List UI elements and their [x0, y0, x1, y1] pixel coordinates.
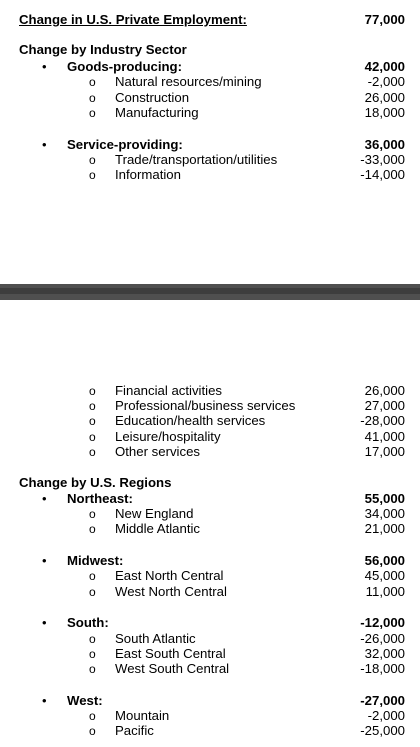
sub-bullet-icon: o	[89, 414, 96, 428]
south-label: South:	[67, 615, 109, 630]
regions-heading-row	[0, 475, 420, 491]
services-item-label: Other services	[115, 444, 201, 459]
services-item-row	[0, 167, 420, 183]
goods-item-row	[0, 74, 420, 90]
goods-item-row	[0, 105, 420, 121]
sub-bullet-icon: o	[89, 647, 96, 661]
services-item-label: Leisure/hospitality	[115, 429, 221, 444]
sub-bullet-icon: o	[89, 724, 96, 738]
sub-bullet-icon: o	[89, 709, 96, 723]
goods-value: 42,000	[364, 59, 405, 74]
goods-item-label: Construction	[115, 90, 190, 105]
total-value: 77,000	[364, 12, 405, 27]
goods-item-row	[0, 90, 420, 106]
south-item-label: South Atlantic	[115, 631, 196, 646]
south-row	[0, 615, 420, 631]
goods-item-label: Manufacturing	[115, 105, 199, 120]
sub-bullet-icon: o	[89, 632, 96, 646]
sub-bullet-icon: o	[89, 569, 96, 583]
goods-item-value: 26,000	[364, 90, 405, 105]
page-break-shadow	[0, 288, 420, 294]
sub-bullet-icon: o	[89, 106, 96, 120]
sub-bullet-icon: o	[89, 75, 96, 89]
sub-bullet-icon: o	[89, 585, 96, 599]
services-item-row	[0, 383, 420, 399]
northeast-item-row	[0, 506, 420, 522]
services-label: Service-providing:	[67, 137, 183, 152]
services-item-label: Trade/transportation/utilities	[115, 152, 278, 167]
northeast-item-label: Middle Atlantic	[115, 521, 201, 536]
services-item-label: Education/health services	[115, 413, 266, 428]
south-item-value: -26,000	[360, 631, 405, 646]
west-label: West:	[67, 693, 103, 708]
sub-bullet-icon: o	[89, 153, 96, 167]
midwest-label: Midwest:	[67, 553, 124, 568]
sub-bullet-icon: o	[89, 430, 96, 444]
south-item-value: 32,000	[364, 646, 405, 661]
sub-bullet-icon: o	[89, 399, 96, 413]
sub-bullet-icon: o	[89, 507, 96, 521]
bullet-icon: •	[42, 137, 47, 152]
south-item-row	[0, 646, 420, 662]
northeast-item-row	[0, 521, 420, 537]
midwest-item-value: 11,000	[365, 584, 405, 599]
goods-label: Goods-producing:	[67, 59, 183, 74]
northeast-label: Northeast:	[67, 491, 133, 506]
bullet-icon: •	[42, 693, 47, 708]
services-item-value: -14,000	[360, 167, 405, 182]
midwest-item-label: East North Central	[115, 568, 224, 583]
services-item-row	[0, 413, 420, 429]
bullet-icon: •	[42, 553, 47, 568]
goods-item-label: Natural resources/mining	[115, 74, 262, 89]
services-item-row	[0, 429, 420, 445]
midwest-item-row	[0, 568, 420, 584]
sub-bullet-icon: o	[89, 522, 96, 536]
west-item-row	[0, 723, 420, 739]
services-item-label: Professional/business services	[115, 398, 296, 413]
west-value: -27,000	[360, 693, 405, 708]
sub-bullet-icon: o	[89, 384, 96, 398]
bullet-icon: •	[42, 59, 47, 74]
midwest-item-label: West North Central	[115, 584, 227, 599]
services-item-row	[0, 398, 420, 414]
west-item-value: -2,000	[367, 708, 405, 723]
midwest-item-row	[0, 584, 420, 600]
services-row	[0, 137, 420, 153]
northeast-value: 55,000	[364, 491, 405, 506]
south-value: -12,000	[360, 615, 405, 630]
south-item-label: West South Central	[115, 661, 230, 676]
services-item-label: Financial activities	[115, 383, 223, 398]
goods-item-value: 18,000	[364, 105, 405, 120]
northeast-item-value: 21,000	[364, 521, 405, 536]
northeast-item-value: 34,000	[364, 506, 405, 521]
west-item-value: -25,000	[360, 723, 405, 738]
sub-bullet-icon: o	[89, 445, 96, 459]
total-label: Change in U.S. Private Employment:	[19, 12, 247, 27]
goods-item-value: -2,000	[367, 74, 405, 89]
services-item-value: 26,000	[364, 383, 405, 398]
west-row	[0, 693, 420, 709]
goods-row	[0, 59, 420, 75]
sub-bullet-icon: o	[89, 91, 96, 105]
midwest-item-value: 45,000	[364, 568, 405, 583]
services-item-value: 41,000	[364, 429, 405, 444]
bullet-icon: •	[42, 491, 47, 506]
total-row	[0, 12, 420, 28]
midwest-value: 56,000	[364, 553, 405, 568]
services-item-value: 27,000	[364, 398, 405, 413]
midwest-row	[0, 553, 420, 569]
west-item-label: Pacific	[115, 723, 154, 738]
services-item-row	[0, 444, 420, 460]
south-item-value: -18,000	[360, 661, 405, 676]
northeast-item-label: New England	[115, 506, 194, 521]
bullet-icon: •	[42, 615, 47, 630]
industry-heading-row	[0, 42, 420, 58]
sub-bullet-icon: o	[89, 662, 96, 676]
services-item-value: 17,000	[364, 444, 405, 459]
services-value: 36,000	[364, 137, 405, 152]
regions-heading: Change by U.S. Regions	[19, 475, 172, 490]
services-item-value: -33,000	[360, 152, 405, 167]
west-item-label: Mountain	[115, 708, 170, 723]
industry-heading: Change by Industry Sector	[19, 42, 187, 57]
south-item-label: East South Central	[115, 646, 226, 661]
sub-bullet-icon: o	[89, 168, 96, 182]
services-item-value: -28,000	[360, 413, 405, 428]
services-item-label: Information	[115, 167, 181, 182]
northeast-row	[0, 491, 420, 507]
south-item-row	[0, 631, 420, 647]
south-item-row	[0, 661, 420, 677]
west-item-row	[0, 708, 420, 724]
services-item-row	[0, 152, 420, 168]
